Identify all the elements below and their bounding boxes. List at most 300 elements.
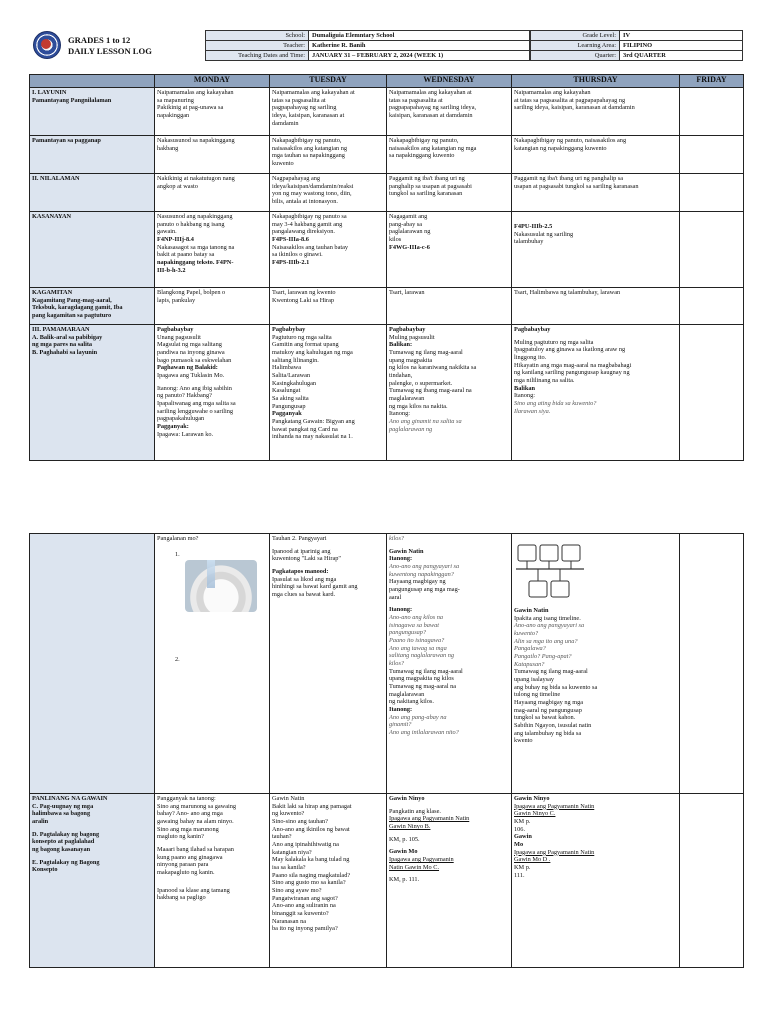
text-line: aralin xyxy=(32,818,49,826)
table-row xyxy=(30,212,744,288)
text-line: Nagagamit ang xyxy=(389,213,428,220)
cell-wednesday xyxy=(387,88,512,136)
text-line: ng kilos na karaniwang nakikita sa xyxy=(389,364,477,372)
timeline-box-4 xyxy=(529,581,547,597)
row-label-panlinang xyxy=(30,794,155,968)
text-line: upang magpakita ng kilos xyxy=(389,675,454,683)
school-value: Dumaliguia Elemntary School xyxy=(309,31,530,41)
text-line: kilos? xyxy=(389,660,405,668)
row-label-cell xyxy=(30,325,155,461)
row-label-cell xyxy=(30,288,155,325)
text-line: Alin sa mga ito ang una? xyxy=(514,637,578,645)
cell-friday-continued xyxy=(680,534,744,794)
text-line: Gawin Ninyo B. xyxy=(389,823,431,831)
text-line: katangian ng napakinggang kuwento xyxy=(514,144,607,152)
text-line: D. Pagtalakay ng bagong xyxy=(32,830,100,838)
cell-friday xyxy=(680,288,744,325)
text-line: napakinggang teksto. F4PN- xyxy=(157,259,234,267)
text-line: Ipagawa: Larawan ko. xyxy=(157,430,214,438)
text-line: isa sa kanila? xyxy=(272,864,306,872)
day-header-monday: MONDAY xyxy=(155,75,270,88)
text-line: Naipamamalas ang kakayahan xyxy=(514,89,591,96)
text-line: ng kuwento? xyxy=(272,810,305,818)
text-line: matukoy ang kahulugan ng mga xyxy=(272,349,353,357)
text-line: Paano sila naging magkatulad? xyxy=(272,871,351,879)
text-line: Pamantayan sa pagganap xyxy=(32,137,101,144)
cell-monday xyxy=(155,325,270,461)
text-line: mga nililinang na salita. xyxy=(514,377,575,385)
text-line: mag-aaral ng pangungusap xyxy=(514,706,582,714)
text-line: pagpapakahulugan xyxy=(157,415,205,423)
text-line: Pagganyak: xyxy=(157,423,189,431)
text-line: isinagawa sa bawat xyxy=(389,621,440,629)
text-line: tatas sa pagsasalita at xyxy=(389,96,443,104)
text-line: pang kagamitan sa pagtuturo xyxy=(32,312,112,320)
text-line: pang-abay sa xyxy=(389,220,423,228)
text-line: Muling pagsusulit xyxy=(389,333,435,341)
area-value: FILIPINO xyxy=(620,41,743,51)
text-line: ninyong paraan para xyxy=(157,861,209,869)
text-line: salitang lilinangin. xyxy=(272,356,319,364)
text-line: katangian niya? xyxy=(272,848,312,856)
text-line: F4PS-IIIb-2.1 xyxy=(272,259,310,267)
text-line: Sino ang ating bida sa kuwento? xyxy=(514,400,597,408)
text-line: Tauhan 2. Pangyayari xyxy=(272,535,327,542)
text-line: kuwento? xyxy=(514,630,539,638)
text-line: bilis, antala at intonasyon. xyxy=(272,198,338,206)
cell-friday xyxy=(680,325,744,461)
text-line: Hayaang magbigay ng xyxy=(389,578,446,586)
cell-friday-panlinang xyxy=(680,794,744,968)
text-line: Nakasasagot sa mga tanong na xyxy=(157,243,235,251)
text-line: Ano ang tawag sa mga xyxy=(389,644,447,652)
text-line: Sabihin Ngayon, isusulat natin xyxy=(514,722,592,730)
text-line: Pangkatang Gawain: Bigyan ang xyxy=(272,418,355,426)
text-line: Ipanood at iparinig ang xyxy=(272,547,331,555)
cell-thursday xyxy=(512,136,680,174)
item-number-1: 1. xyxy=(175,550,180,558)
cell-thursday xyxy=(512,212,680,288)
text-line: paglalarawan ng xyxy=(389,228,431,236)
text-line: Nakasusunod sa napakinggang xyxy=(157,137,235,144)
table-row-continued xyxy=(30,534,744,794)
text-line: hakbang sa pagligo xyxy=(157,894,206,902)
cell-wednesday-panlinang xyxy=(387,794,512,968)
timeline-box-1 xyxy=(518,545,536,561)
text-line: Gawin Ninyo C. xyxy=(514,810,556,818)
text-line: A. Balik-aral sa pabibigay xyxy=(32,333,103,341)
text-line: ng bagong kasanayan xyxy=(32,846,91,854)
text-line: ng nakitang kilos. xyxy=(389,698,434,706)
header-fields-right xyxy=(530,30,743,61)
thursday-timeline-text xyxy=(514,607,677,745)
text-line: Hikayatin ang mga mag-aaral na magbabahagi xyxy=(514,361,632,369)
cell-tuesday xyxy=(270,288,387,325)
text-line: usapan at pagsasabi tungkol sa sariling karanasan xyxy=(514,182,639,190)
text-line: ang buhay ng bida sa kuwento sa xyxy=(514,683,598,691)
row-label-cell xyxy=(30,174,155,212)
text-line: lapis, pankulay xyxy=(157,296,196,304)
text-line: Konsepto xyxy=(32,866,58,874)
text-line: kuwentong napakinggan? xyxy=(389,570,454,578)
timeline-box-2 xyxy=(540,545,558,561)
text-line: Ano-ano ang pangyayari sa xyxy=(389,563,460,571)
text-line: Pangungusap xyxy=(272,402,306,410)
text-line: Hayaang magbigay ng mga xyxy=(514,699,584,707)
text-line: Tumawag ng ilang mag-aaral xyxy=(389,667,463,675)
text-line: hinihingi sa bawat kard gamit ang xyxy=(272,583,358,591)
text-line: tindahan, xyxy=(389,372,413,380)
text-line: Nakikinig at nakatutugon nang xyxy=(157,175,235,182)
text-line: Itanong: xyxy=(514,392,535,400)
text-line: kung paano ang ginagawa xyxy=(157,853,223,861)
table-row xyxy=(30,174,744,212)
text-line: Tumawag ng ilang mag-aaral xyxy=(389,349,463,357)
text-line: May kalakala ka bang tulad ng xyxy=(272,856,350,864)
cell-wednesday xyxy=(387,136,512,174)
cell-tuesday xyxy=(270,325,387,461)
text-line: ng mga kilos na nakita. xyxy=(389,402,448,410)
text-line: Pamantayang Pangnilalaman xyxy=(32,96,112,104)
text-line: Gawin Natin xyxy=(389,547,424,555)
text-line: Ano ang pang-abay na xyxy=(389,713,447,721)
text-line: Pakikinig at pag-unawa sa xyxy=(157,104,224,112)
text-line: Ano ang ipinahihiwatig na xyxy=(272,841,339,849)
text-line: Ipapaliwanag ang mga salita sa xyxy=(157,400,236,408)
lesson-table-page2 xyxy=(29,533,744,968)
text-line: Nakapagbibigay ng panuto, naisasakilos ang xyxy=(514,137,627,144)
text-line: inihanda na may nakasulat na 1. xyxy=(272,433,353,441)
text-line: pandiwa na inyong ginawa xyxy=(157,349,225,357)
text-line: maglalarawan xyxy=(389,690,425,698)
text-line: Tumawag ng ibang mag-aaral na xyxy=(389,387,472,395)
text-line: Ano-ano ang suliranin na xyxy=(272,902,336,910)
text-line: Pangatlo? Pang-apat? xyxy=(514,653,572,661)
corner-header-cell xyxy=(30,75,155,88)
text-line: ba ito ng inyong pamilya? xyxy=(272,925,338,933)
text-line: Kagamitang Pang-mag-aaral, xyxy=(32,296,112,304)
text-line: Ipagawa ang Pagyamanin Natin xyxy=(514,848,595,856)
text-line: Teksbuk, karagdagang gamit, Iba xyxy=(32,304,123,312)
text-line: Pangkatin ang klase. xyxy=(389,807,441,815)
text-line: kwento xyxy=(514,737,533,745)
text-line: naisasakilos ang katangian ng mga xyxy=(389,144,477,152)
text-line: Kasalungat xyxy=(272,387,301,395)
text-line: bago pumasok sa eskwelahan xyxy=(157,356,232,364)
text-line: F4PS-IIIa-8.6 xyxy=(272,236,309,244)
cell-monday xyxy=(155,212,270,288)
text-line: Pagganyak xyxy=(272,410,302,418)
text-line: Ano-ano ang pangyayari sa xyxy=(514,622,585,630)
text-line: panghalip sa usapan at pagsasabi xyxy=(389,182,472,190)
text-line: 106. xyxy=(514,825,526,833)
text-line: Itanong: xyxy=(389,606,413,614)
text-line: Ilarawan siya. xyxy=(514,407,551,415)
cell-friday xyxy=(680,88,744,136)
dates-label: Teaching Dates and Time: xyxy=(206,51,309,61)
text-line: kuwentong "Laki sa Hirap" xyxy=(272,555,341,563)
quarter-value: 3rd QUARTER xyxy=(620,51,743,61)
text-line: Gawin Ninyo xyxy=(514,795,550,802)
text-line: yon ng may wastong tono, diin, xyxy=(272,190,352,198)
text-line: makapagluto ng kanin. xyxy=(157,869,215,877)
text-line: ng mga pares na salita xyxy=(32,341,93,349)
text-line: Pagbabybay xyxy=(272,326,306,333)
text-line: F4PU-IIIb-2.5 xyxy=(514,223,553,230)
text-line: sa ikinilos o ginawi. xyxy=(272,251,323,259)
text-line: Gawin Ninyo xyxy=(389,795,425,802)
text-line: mga tauhan sa napakinggang xyxy=(272,152,345,160)
table-row xyxy=(30,136,744,174)
text-line: Pagkatapos manood: xyxy=(272,568,329,576)
text-line: gawaing bahay na alam ninyo. xyxy=(157,818,234,826)
text-line: Katapusan? xyxy=(514,660,545,668)
text-line: I. LAYUNIN xyxy=(32,89,67,96)
text-line: Ipagawa ang Pagyamanin Natin xyxy=(514,802,595,810)
text-line: Itanong: Ano ang ibig sabihin xyxy=(157,384,232,392)
text-line: Paghawan ng Balakid: xyxy=(157,364,218,372)
text-line: Natin Gawin Mo C. xyxy=(389,863,440,871)
cell-tuesday-continued xyxy=(270,534,387,794)
teacher-label: Teacher: xyxy=(206,41,309,51)
text-line: Sino ang marunong sa gawaing xyxy=(157,802,237,810)
hands-washing-rice-image xyxy=(185,560,257,612)
monday-prompt: Pangalanan mo? xyxy=(157,535,199,542)
cell-monday xyxy=(155,88,270,136)
day-header-tuesday: TUESDAY xyxy=(270,75,387,88)
text-line: Gamitin ang format upang xyxy=(272,341,339,349)
text-line: 111. xyxy=(514,871,525,879)
lesson-table-page1 xyxy=(29,74,744,461)
text-line: Gawin Natin xyxy=(272,795,305,802)
text-line: ideya, kaisipan, karanasan at xyxy=(272,112,345,120)
text-line: Naipamamalas ang kakayahan at xyxy=(272,89,355,96)
text-line: sariling ideya, kaisipan, karanasan at damdamin xyxy=(514,104,635,112)
item-number-2: 2. xyxy=(175,656,180,664)
text-line: Ipanood sa klase ang tamang xyxy=(157,886,230,894)
text-line: Ipagawa ang Pagyamanin xyxy=(389,856,454,864)
cell-tuesday xyxy=(270,88,387,136)
cell-friday xyxy=(680,212,744,288)
row-label-cell xyxy=(30,136,155,174)
text-line: Pangganyak na tanong: xyxy=(157,795,216,802)
text-line: Itanong: xyxy=(389,555,413,563)
text-line: at tatas sa pagsasalita at pagpapapahayag ng xyxy=(514,96,626,104)
quarter-label: Quarter: xyxy=(531,51,620,61)
day-header-thursday: THURSDAY xyxy=(512,75,680,88)
text-line: paglalarawan ng xyxy=(389,425,433,433)
grade-value: IV xyxy=(620,31,743,41)
text-line: Ano ang ginamit na salita sa xyxy=(389,418,462,426)
text-line: linggong ito. xyxy=(514,354,547,362)
text-line: kilos xyxy=(389,236,402,244)
text-line: Ipagawa ang Tuklasin Mo. xyxy=(157,372,225,380)
text-line: palengke, o supermarket. xyxy=(389,379,453,387)
cell-thursday-continued xyxy=(512,534,680,794)
text-line: KM, p. 105. xyxy=(389,835,420,843)
text-line: salitang naglalarawan ng xyxy=(389,652,455,660)
text-line: Nagpapahayag ang xyxy=(272,175,321,182)
text-line: III-b-h-3.2 xyxy=(157,266,186,274)
teacher-value: Katherine R. Banih xyxy=(309,41,530,51)
text-line: kaisipan, karanasan at damdamin xyxy=(389,112,473,120)
area-label: Learning Area: xyxy=(531,41,620,51)
cell-thursday xyxy=(512,174,680,212)
text-line: Pagtuturo ng mga salita xyxy=(272,333,332,341)
cell-monday-panlinang xyxy=(155,794,270,968)
day-header-friday: FRIDAY xyxy=(680,75,744,88)
text-line: Sino-sino ang tauhan? xyxy=(272,818,328,826)
text-line: bahay? Ano- ano ang mga xyxy=(157,810,223,818)
text-line: KAGAMITAN xyxy=(32,289,73,296)
text-line: Gawin xyxy=(514,833,532,841)
text-line: Sa aking salita xyxy=(272,395,309,403)
table-row-pamamaraan xyxy=(30,325,744,461)
text-line: tungkol sa sariling karanasan xyxy=(389,190,463,198)
text-line: pagpapahayag ng sariling xyxy=(272,104,337,112)
text-line: KM, p. 111. xyxy=(389,876,420,884)
text-line: Tsart, larawan xyxy=(389,289,425,296)
text-line: III. PAMAMARAAN xyxy=(32,326,90,333)
text-line: F4NP-IIIj-8.4 xyxy=(157,236,194,244)
text-line: may 3-4 hakbang gamit ang xyxy=(272,220,343,228)
text-line: KM p. xyxy=(514,864,531,872)
cell-tuesday xyxy=(270,212,387,288)
text-line: aaral xyxy=(389,593,402,601)
text-line: Ipagpatuloy ang ginawa sa ikatlong araw ng xyxy=(514,346,626,354)
text-line: sariling lengguwahe o sariling xyxy=(157,407,234,415)
text-line: Nakapagbibigay ng panuto sa xyxy=(272,213,347,220)
text-line: Naranasan na xyxy=(272,917,307,925)
cell-tuesday xyxy=(270,174,387,212)
text-line: Kasingkahulugan xyxy=(272,379,317,387)
cell-monday xyxy=(155,174,270,212)
cell-thursday xyxy=(512,88,680,136)
text-line: Nakasusulat ng sariling xyxy=(514,230,574,238)
text-line: F4WG-IIIa-c-6 xyxy=(389,243,430,251)
doc-title-dll: DAILY LESSON LOG xyxy=(68,46,152,56)
text-line: mga clues sa bawat kard. xyxy=(272,591,336,599)
text-line: Ano ang inilalarawan nito? xyxy=(389,729,459,737)
text-line: ng panuto? Hakbang? xyxy=(157,392,212,400)
text-line: damdamin xyxy=(272,119,299,127)
doc-title-grades: GRADES 1 to 12 xyxy=(68,35,131,45)
text-line: KASANAYAN xyxy=(32,213,72,220)
text-line: sa mapanuring xyxy=(157,96,194,104)
text-line: Nakapagbibigay ng panuto, xyxy=(389,137,459,144)
text-line: upang magpakita xyxy=(389,356,433,364)
text-line: Pagbabaybay xyxy=(514,326,551,333)
cell-monday xyxy=(155,136,270,174)
text-line: Sino ang mga marunong xyxy=(157,825,219,833)
text-line: Unang pagsusulit xyxy=(157,333,201,341)
text-line: pangalawang direksiyon. xyxy=(272,228,335,236)
text-line: B. Paghahabi sa layunin xyxy=(32,349,98,357)
text-line: talambuhay xyxy=(514,238,544,246)
deped-seal-center xyxy=(41,39,51,49)
text-line: Maaari bang ilahad sa harapan xyxy=(157,846,234,854)
text-line: Muling pagtuturo ng mga salita xyxy=(514,338,594,346)
text-line: Gawin Mo D . xyxy=(514,856,551,864)
text-line: pangungusap ang mga mag- xyxy=(389,586,460,594)
text-line: ginamit? xyxy=(389,721,412,729)
text-line: KM p. xyxy=(514,818,531,826)
text-line: Pangalawa? xyxy=(514,645,546,653)
text-line: bakit at paano batay sa xyxy=(157,251,215,259)
text-line: upang isalaysay xyxy=(514,676,555,684)
text-line: Kwentong Laki sa Hirap xyxy=(272,296,335,304)
text-line: C. Pag-uugnay ng mga xyxy=(32,802,94,810)
header-fields-left xyxy=(205,30,530,61)
text-line: Tsart, Halimbawa ng talambuhay, larawan xyxy=(514,289,621,296)
cell-tuesday-panlinang xyxy=(270,794,387,968)
text-line: panuto o hakbang ng isang xyxy=(157,220,225,228)
row-label-cell-empty xyxy=(30,534,155,794)
text-line: Paggamit ng iba't ibang uri ng xyxy=(389,175,465,182)
text-line: Pagbabaybay xyxy=(157,326,194,333)
text-line: konsepto at paglalahad xyxy=(32,838,95,846)
cell-wednesday xyxy=(387,212,512,288)
text-line: Ipakita ang isang timeline. xyxy=(514,614,581,622)
text-line: Sino ang gusto mo sa kanila? xyxy=(272,879,346,887)
text-line: tungkol sa bawat kahon. xyxy=(514,714,576,722)
row-label-cell xyxy=(30,88,155,136)
cell-wednesday-continued xyxy=(387,534,512,794)
text-line: napakinggan xyxy=(157,112,190,120)
text-line: Pagbabaybay xyxy=(389,326,426,333)
text-line: Ano-ano ang kilos na xyxy=(389,614,444,622)
text-line: maglalarawan xyxy=(389,395,425,403)
text-line: E. Pagtalakay ng Bagong xyxy=(32,858,100,866)
cell-monday xyxy=(155,288,270,325)
text-line: tauhan? xyxy=(272,833,292,841)
text-line: Nakapagbibigay ng panuto, xyxy=(272,137,342,144)
text-line: Itanong: xyxy=(389,410,410,418)
text-line: ang talambuhay ng bida sa xyxy=(514,729,582,737)
text-line: Sino ang ayaw mo? xyxy=(272,887,322,895)
text-line: Itanong: xyxy=(389,706,413,714)
school-label: School: xyxy=(206,31,309,41)
text-line: Gawin Natin xyxy=(514,607,549,614)
dates-value: JANUARY 31 – FEBRUARY 2, 2024 (WEEK 1) xyxy=(309,51,530,61)
text-line: Halimbawa xyxy=(272,364,302,372)
text-line: tulong ng timeline xyxy=(514,691,561,699)
text-line: Tumawag ng mag-aaral na xyxy=(389,683,457,691)
timeline-box-3 xyxy=(562,545,580,561)
text-line: pangungusap? xyxy=(389,629,427,637)
text-line: Tsart, larawan ng kwento xyxy=(272,289,336,296)
text-line: Magsulat ng mga salitang xyxy=(157,341,222,349)
table-row xyxy=(30,288,744,325)
cell-monday-continued xyxy=(155,534,270,794)
text-line: Blangkong Papel, bolpen o xyxy=(157,289,226,296)
text-line: bawat pangkat ng Card na xyxy=(272,425,338,433)
cell-thursday xyxy=(512,288,680,325)
timeline-box-5 xyxy=(551,581,569,597)
grade-label: Grade Level: xyxy=(531,31,620,41)
text-line: sa napakinggang kuwento xyxy=(389,152,455,160)
cell-tuesday xyxy=(270,136,387,174)
text-line: magluto ng kanin? xyxy=(157,833,204,841)
text-line: kuwento xyxy=(272,160,294,168)
text-line: PANLINANG NA GAWAIN xyxy=(32,795,108,802)
text-line: pagpapapahayag ng sariling ideya, xyxy=(389,104,477,112)
text-line: tatas sa pagsasalita at xyxy=(272,96,326,104)
text-line: Balikan: xyxy=(389,341,413,349)
text-line: Ano-ano ang ikinilos ng bawat xyxy=(272,825,350,833)
text-line: Mo xyxy=(514,841,524,849)
table-row xyxy=(30,88,744,136)
